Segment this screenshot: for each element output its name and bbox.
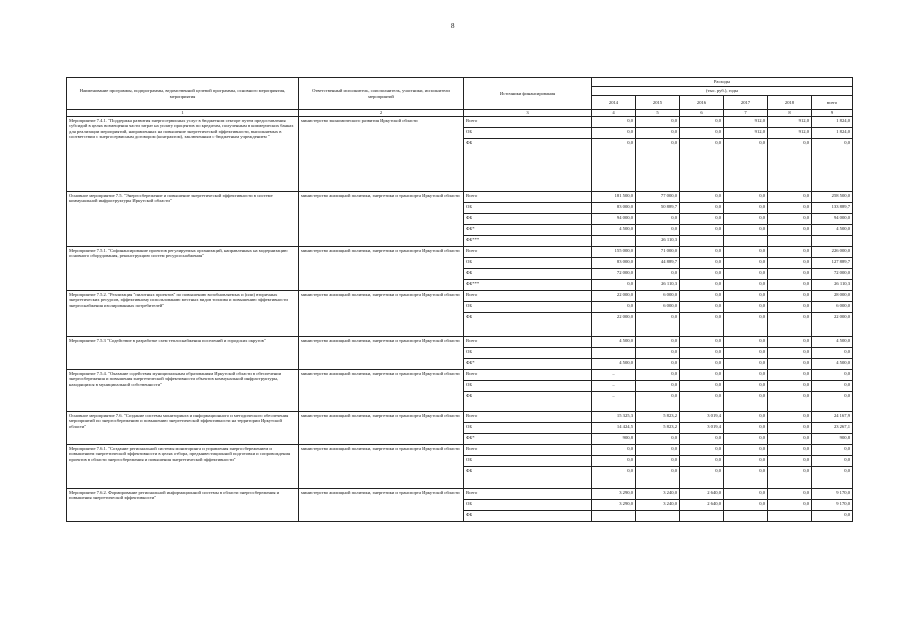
amount-cell: 4 500,0 bbox=[812, 225, 853, 236]
funding-source: ФБ bbox=[464, 313, 592, 337]
amount-cell: 0,0 bbox=[768, 381, 812, 392]
amount-cell: 0,0 bbox=[636, 370, 680, 381]
amount-cell: 0,0 bbox=[724, 291, 768, 302]
funding-source: ОБ bbox=[464, 423, 592, 434]
amount-cell: 0,0 bbox=[768, 139, 812, 192]
amount-cell: 0,0 bbox=[724, 337, 768, 348]
column-number: 5 bbox=[636, 110, 680, 117]
funding-source: Всего bbox=[464, 192, 592, 203]
amount-cell: 0,0 bbox=[592, 117, 636, 128]
header-year: 2015 bbox=[636, 96, 680, 110]
amount-cell: 26 110,3 bbox=[812, 280, 853, 291]
responsible-executor: министерство жилищной политики, энергетики и транспорта Иркутской области bbox=[299, 489, 464, 522]
column-number: 7 bbox=[724, 110, 768, 117]
amount-cell: 9 170,0 bbox=[812, 489, 853, 500]
amount-cell: 22 000,0 bbox=[592, 291, 636, 302]
amount-cell: 0,0 bbox=[724, 467, 768, 489]
header-executor: Ответственный исполнитель, соисполнитель, участники, исполнители мероприятий bbox=[299, 78, 464, 110]
amount-cell: 0,0 bbox=[680, 467, 724, 489]
amount-cell: 0,0 bbox=[680, 225, 724, 236]
table-row bbox=[67, 117, 853, 128]
amount-cell: 258 500,0 bbox=[812, 192, 853, 203]
column-number: 3 bbox=[464, 110, 592, 117]
amount-cell: 0,0 bbox=[592, 456, 636, 467]
amount-cell: 0,0 bbox=[724, 302, 768, 313]
amount-cell: 0,0 bbox=[768, 302, 812, 313]
amount-cell: 0,0 bbox=[768, 258, 812, 269]
funding-source: ОБ bbox=[464, 302, 592, 313]
responsible-executor: министерство жилищной политики, энергетики и транспорта Иркутской области bbox=[299, 192, 464, 247]
amount-cell: 181 500,0 bbox=[592, 192, 636, 203]
funding-source: ФБ bbox=[464, 269, 592, 280]
amount-cell: 0,0 bbox=[680, 258, 724, 269]
amount-cell: 0,0 bbox=[680, 269, 724, 280]
activity-name: Мероприятие 7.4.1. "Поддержка развития энергосервисных услуг в бюджетном секторе путем предоставления субсидий в целях возмещения части затрат на уплату процентов по кредитам, полученным в коммерческих банках для реализации мероприятий, направленных на повышение энергетической эффективности, выполняемых в соответствии с энергосервисным договором (контрактом), заключенным с бюджетным учреждением " bbox=[67, 117, 299, 192]
amount-cell: 2 640,0 bbox=[680, 500, 724, 511]
amount-cell: 23 267,1 bbox=[812, 423, 853, 434]
amount-cell: 0,0 bbox=[812, 445, 853, 456]
amount-cell: 0,0 bbox=[592, 302, 636, 313]
amount-cell: 0,0 bbox=[768, 247, 812, 258]
page-number: 8 bbox=[451, 22, 455, 30]
amount-cell: 71 000,0 bbox=[636, 247, 680, 258]
amount-cell: 0,0 bbox=[812, 348, 853, 359]
amount-cell: 0,0 bbox=[724, 258, 768, 269]
column-number: 8 bbox=[768, 110, 812, 117]
amount-cell: 0,0 bbox=[724, 139, 768, 192]
amount-cell bbox=[680, 511, 724, 522]
amount-cell bbox=[592, 236, 636, 247]
amount-cell: 1 824,0 bbox=[812, 128, 853, 139]
amount-cell: 0,0 bbox=[768, 359, 812, 370]
amount-cell: 0,0 bbox=[768, 467, 812, 489]
amount-cell: 0,0 bbox=[768, 192, 812, 203]
header-year: 2016 bbox=[680, 96, 724, 110]
amount-cell: 22 000,0 bbox=[592, 313, 636, 337]
amount-cell: – bbox=[592, 392, 636, 412]
responsible-executor: министерство жилищной политики, энергетики и транспорта Иркутской области bbox=[299, 370, 464, 412]
amount-cell: 28 000,0 bbox=[812, 291, 853, 302]
amount-cell: 0,0 bbox=[724, 434, 768, 445]
funding-source: ФБ bbox=[464, 392, 592, 412]
amount-cell bbox=[724, 511, 768, 522]
amount-cell: 0,0 bbox=[636, 392, 680, 412]
amount-cell: 0,0 bbox=[680, 128, 724, 139]
funding-source: ФБ*** bbox=[464, 280, 592, 291]
amount-cell: 0,0 bbox=[680, 313, 724, 337]
amount-cell: 900,8 bbox=[592, 434, 636, 445]
amount-cell: 4 500,0 bbox=[812, 359, 853, 370]
amount-cell: 0,0 bbox=[768, 392, 812, 412]
responsible-executor: министерство экономического развития Иркутской области bbox=[299, 117, 464, 192]
amount-cell: 0,0 bbox=[680, 337, 724, 348]
amount-cell: 0,0 bbox=[812, 511, 853, 522]
amount-cell: 0,0 bbox=[724, 313, 768, 337]
amount-cell: 0,0 bbox=[768, 456, 812, 467]
funding-source: ФБ* bbox=[464, 434, 592, 445]
amount-cell bbox=[680, 236, 724, 247]
amount-cell: 0,0 bbox=[636, 128, 680, 139]
amount-cell: 2 640,0 bbox=[680, 489, 724, 500]
amount-cell: 0,0 bbox=[812, 381, 853, 392]
table-row bbox=[67, 445, 853, 456]
amount-cell: 6 000,0 bbox=[812, 302, 853, 313]
amount-cell: 0,0 bbox=[724, 214, 768, 225]
amount-cell: 14 424,5 bbox=[592, 423, 636, 434]
amount-cell: 4 500,0 bbox=[812, 337, 853, 348]
amount-cell: 912,0 bbox=[724, 128, 768, 139]
amount-cell: 3 240,0 bbox=[636, 489, 680, 500]
funding-source: ОБ bbox=[464, 348, 592, 359]
funding-source: ФБ bbox=[464, 467, 592, 489]
amount-cell: 0,0 bbox=[592, 467, 636, 489]
header-unit: (тыс. руб.), годы bbox=[592, 87, 853, 96]
table-row bbox=[67, 291, 853, 302]
funding-source: Всего bbox=[464, 445, 592, 456]
amount-cell: 0,0 bbox=[724, 423, 768, 434]
table-row bbox=[67, 192, 853, 203]
amount-cell: 900,8 bbox=[812, 434, 853, 445]
amount-cell: 3 019,4 bbox=[680, 423, 724, 434]
responsible-executor: министерство жилищной политики, энергетики и транспорта Иркутской области bbox=[299, 291, 464, 337]
financing-table bbox=[66, 77, 853, 522]
amount-cell: 0,0 bbox=[724, 225, 768, 236]
amount-cell: 0,0 bbox=[768, 291, 812, 302]
amount-cell: 0,0 bbox=[724, 445, 768, 456]
amount-cell: 0,0 bbox=[768, 225, 812, 236]
activity-name: Основное мероприятие 7.5. "Энергосбережение и повышение энергетической эффективности в системе коммунальной инфраструктуры Иркутской области" bbox=[67, 192, 299, 247]
funding-source: ФБ* bbox=[464, 359, 592, 370]
funding-source: ОБ bbox=[464, 381, 592, 392]
funding-source: Всего bbox=[464, 489, 592, 500]
amount-cell bbox=[592, 348, 636, 359]
amount-cell: 83 000,0 bbox=[592, 258, 636, 269]
amount-cell: 0,0 bbox=[724, 412, 768, 423]
amount-cell: 0,0 bbox=[636, 117, 680, 128]
amount-cell: 0,0 bbox=[680, 247, 724, 258]
activity-name: Мероприятие 7.5.2. "Реализация "пилотных проектов" по повышению возобновляемых и (или) вторичных энергетических ресурсов, эффективному использованию местных видов топлива и повышению эффективности энергоснабжения изолированных потребителей" bbox=[67, 291, 299, 337]
amount-cell: 6 000,0 bbox=[636, 302, 680, 313]
amount-cell: 0,0 bbox=[768, 423, 812, 434]
amount-cell: 0,0 bbox=[768, 370, 812, 381]
responsible-executor: министерство жилищной политики, энергетики и транспорта Иркутской области bbox=[299, 445, 464, 489]
activity-name: Мероприятие 7.6.2. Формирование региональной информационной системы в области энергосбережения и повышения энергетической эффективности" bbox=[67, 489, 299, 522]
column-number: 2 bbox=[299, 110, 464, 117]
amount-cell bbox=[636, 511, 680, 522]
amount-cell: 4 500,0 bbox=[592, 225, 636, 236]
amount-cell: 0,0 bbox=[680, 434, 724, 445]
amount-cell: 0,0 bbox=[724, 203, 768, 214]
amount-cell: 1 824,0 bbox=[812, 117, 853, 128]
amount-cell: 94 000,0 bbox=[592, 214, 636, 225]
amount-cell: 0,0 bbox=[636, 348, 680, 359]
funding-source: Всего bbox=[464, 370, 592, 381]
amount-cell: 0,0 bbox=[680, 117, 724, 128]
amount-cell: 15 325,3 bbox=[592, 412, 636, 423]
amount-cell: 127 889,7 bbox=[812, 258, 853, 269]
amount-cell: 0,0 bbox=[812, 392, 853, 412]
responsible-executor: министерство жилищной политики, энергетики и транспорта Иркутской области bbox=[299, 247, 464, 291]
amount-cell: 4 500,0 bbox=[592, 337, 636, 348]
amount-cell: 0,0 bbox=[724, 269, 768, 280]
amount-cell: 83 000,0 bbox=[592, 203, 636, 214]
activity-name: Мероприятие 7.5.1. "Софинансирование проектов регулируемых организаций, направленных на модернизацию основного оборудования, реконструкцию систем ресурсоснабжения" bbox=[67, 247, 299, 291]
table-row bbox=[67, 370, 853, 381]
amount-cell: 0,0 bbox=[680, 139, 724, 192]
amount-cell: 0,0 bbox=[636, 381, 680, 392]
amount-cell: 0,0 bbox=[680, 370, 724, 381]
amount-cell: 0,0 bbox=[636, 434, 680, 445]
amount-cell: 0,0 bbox=[680, 302, 724, 313]
amount-cell: 0,0 bbox=[592, 139, 636, 192]
funding-source: Всего bbox=[464, 291, 592, 302]
amount-cell: 44 889,7 bbox=[636, 258, 680, 269]
funding-source: ФБ* bbox=[464, 225, 592, 236]
amount-cell: 72 000,0 bbox=[812, 269, 853, 280]
activity-name: Мероприятие 7.6.1. "Создание региональной системы мониторинга и управления энергосбережением и повышением энергетической эффективности в целях отбора, предынвестиционной подготовки и сопровождения проектов в области энергосбережения и повышения энергетической эффективности" bbox=[67, 445, 299, 489]
amount-cell: 0,0 bbox=[768, 203, 812, 214]
amount-cell: 50 889,7 bbox=[636, 203, 680, 214]
header-name: Наименование программы, подпрограммы, ведомственной целевой программы, основного мероприятия, мероприятия bbox=[67, 78, 299, 110]
amount-cell: 0,0 bbox=[724, 381, 768, 392]
funding-source: ОБ bbox=[464, 258, 592, 269]
amount-cell: 912,0 bbox=[768, 117, 812, 128]
amount-cell: 0,0 bbox=[636, 313, 680, 337]
amount-cell bbox=[724, 236, 768, 247]
funding-source: ОБ bbox=[464, 456, 592, 467]
amount-cell: 0,0 bbox=[768, 500, 812, 511]
activity-name: Основное мероприятие 7.6. "Создание системы мониторинга и информационного и методического обеспечения мероприятий по энергосбережению и повышению энергетической эффективности на территории Иркутской области" bbox=[67, 412, 299, 445]
amount-cell: – bbox=[592, 370, 636, 381]
amount-cell: 0,0 bbox=[636, 359, 680, 370]
header-sources: Источники финансирования bbox=[464, 78, 592, 110]
amount-cell: 22 000,0 bbox=[812, 313, 853, 337]
header-year: 2014 bbox=[592, 96, 636, 110]
amount-cell: 155 000,0 bbox=[592, 247, 636, 258]
amount-cell: 0,0 bbox=[724, 247, 768, 258]
amount-cell: 0,0 bbox=[592, 128, 636, 139]
amount-cell: 5 823,2 bbox=[636, 412, 680, 423]
amount-cell: 0,0 bbox=[768, 348, 812, 359]
amount-cell: 0,0 bbox=[636, 225, 680, 236]
amount-cell: 3 290,0 bbox=[592, 489, 636, 500]
amount-cell: 0,0 bbox=[768, 412, 812, 423]
amount-cell: 0,0 bbox=[724, 370, 768, 381]
amount-cell: 3 290,0 bbox=[592, 500, 636, 511]
amount-cell bbox=[592, 511, 636, 522]
header-year: 2017 bbox=[724, 96, 768, 110]
amount-cell: 0,0 bbox=[680, 445, 724, 456]
amount-cell bbox=[812, 236, 853, 247]
table-row bbox=[67, 489, 853, 500]
amount-cell: 0,0 bbox=[592, 280, 636, 291]
amount-cell: 0,0 bbox=[724, 392, 768, 412]
amount-cell: 0,0 bbox=[724, 489, 768, 500]
column-number: 1 bbox=[67, 110, 299, 117]
amount-cell: 6 000,0 bbox=[636, 291, 680, 302]
amount-cell: 0,0 bbox=[680, 348, 724, 359]
header-expenses: Расходы bbox=[592, 78, 853, 87]
table-row bbox=[67, 247, 853, 258]
amount-cell: 133 889,7 bbox=[812, 203, 853, 214]
table-row bbox=[67, 337, 853, 348]
amount-cell: 0,0 bbox=[636, 139, 680, 192]
amount-cell: 912,0 bbox=[724, 117, 768, 128]
amount-cell: 26 110,3 bbox=[636, 236, 680, 247]
activity-name: Мероприятие 7.5.4. "Оказание содействия муниципальным образованиям Иркутской области в обеспечении энергосбережения и повышения энергетической эффективности объектов коммунальной инфраструктуры, находящихся в муниципальной собственности" bbox=[67, 370, 299, 412]
funding-source: Всего bbox=[464, 247, 592, 258]
funding-source: Всего bbox=[464, 337, 592, 348]
amount-cell bbox=[768, 511, 812, 522]
amount-cell: 0,0 bbox=[812, 370, 853, 381]
responsible-executor: министерство жилищной политики, энергетики и транспорта Иркутской области bbox=[299, 337, 464, 370]
amount-cell: 0,0 bbox=[768, 269, 812, 280]
funding-source: Всего bbox=[464, 412, 592, 423]
amount-cell: 0,0 bbox=[724, 348, 768, 359]
amount-cell: 0,0 bbox=[636, 467, 680, 489]
amount-cell: 0,0 bbox=[680, 381, 724, 392]
funding-source: ФБ bbox=[464, 139, 592, 192]
amount-cell: 0,0 bbox=[812, 456, 853, 467]
amount-cell: 0,0 bbox=[724, 359, 768, 370]
funding-source: Всего bbox=[464, 117, 592, 128]
amount-cell: – bbox=[592, 381, 636, 392]
amount-cell: 0,0 bbox=[680, 392, 724, 412]
funding-source: ФБ bbox=[464, 214, 592, 225]
amount-cell: 0,0 bbox=[680, 291, 724, 302]
column-number: 4 bbox=[592, 110, 636, 117]
activity-name: Мероприятие 7.5.3 "Содействие в разработке схем теплоснабжения поселений и городских округов" bbox=[67, 337, 299, 370]
header-year: 2018 bbox=[768, 96, 812, 110]
amount-cell: 94 000,0 bbox=[812, 214, 853, 225]
amount-cell: 0,0 bbox=[592, 445, 636, 456]
amount-cell: 3 240,0 bbox=[636, 500, 680, 511]
amount-cell: 77 000,0 bbox=[636, 192, 680, 203]
funding-source: ОБ bbox=[464, 128, 592, 139]
amount-cell: 5 823,2 bbox=[636, 423, 680, 434]
amount-cell: 4 500,0 bbox=[592, 359, 636, 370]
amount-cell: 0,0 bbox=[680, 203, 724, 214]
amount-cell: 0,0 bbox=[680, 456, 724, 467]
column-number: 9 bbox=[812, 110, 853, 117]
amount-cell: 0,0 bbox=[636, 269, 680, 280]
amount-cell: 0,0 bbox=[768, 214, 812, 225]
amount-cell: 3 019,4 bbox=[680, 412, 724, 423]
funding-source: ФБ bbox=[464, 511, 592, 522]
amount-cell: 0,0 bbox=[636, 214, 680, 225]
amount-cell: 0,0 bbox=[680, 214, 724, 225]
amount-cell: 0,0 bbox=[768, 434, 812, 445]
amount-cell: 72 000,0 bbox=[592, 269, 636, 280]
amount-cell: 0,0 bbox=[768, 489, 812, 500]
amount-cell: 0,0 bbox=[812, 467, 853, 489]
amount-cell: 0,0 bbox=[636, 445, 680, 456]
amount-cell: 24 167,9 bbox=[812, 412, 853, 423]
table-row bbox=[67, 412, 853, 423]
amount-cell: 0,0 bbox=[724, 192, 768, 203]
amount-cell: 912,0 bbox=[768, 128, 812, 139]
funding-source: ОБ bbox=[464, 500, 592, 511]
amount-cell bbox=[768, 236, 812, 247]
amount-cell: 0,0 bbox=[768, 313, 812, 337]
amount-cell: 0,0 bbox=[636, 337, 680, 348]
amount-cell: 0,0 bbox=[724, 500, 768, 511]
column-number: 6 bbox=[680, 110, 724, 117]
amount-cell: 0,0 bbox=[636, 456, 680, 467]
amount-cell: 0,0 bbox=[724, 456, 768, 467]
amount-cell: 26 110,3 bbox=[636, 280, 680, 291]
amount-cell: 9 170,0 bbox=[812, 500, 853, 511]
responsible-executor: министерство жилищной политики, энергетики и транспорта Иркутской области bbox=[299, 412, 464, 445]
amount-cell: 0,0 bbox=[680, 192, 724, 203]
amount-cell: 0,0 bbox=[680, 359, 724, 370]
amount-cell: 0,0 bbox=[768, 337, 812, 348]
funding-source: ОБ bbox=[464, 203, 592, 214]
header-year: всего bbox=[812, 96, 853, 110]
amount-cell: 0,0 bbox=[724, 280, 768, 291]
amount-cell: 0,0 bbox=[768, 445, 812, 456]
funding-source: ФБ*** bbox=[464, 236, 592, 247]
amount-cell: 0,0 bbox=[680, 280, 724, 291]
amount-cell: 226 000,0 bbox=[812, 247, 853, 258]
amount-cell: 0,0 bbox=[768, 280, 812, 291]
amount-cell: 0,0 bbox=[812, 139, 853, 192]
